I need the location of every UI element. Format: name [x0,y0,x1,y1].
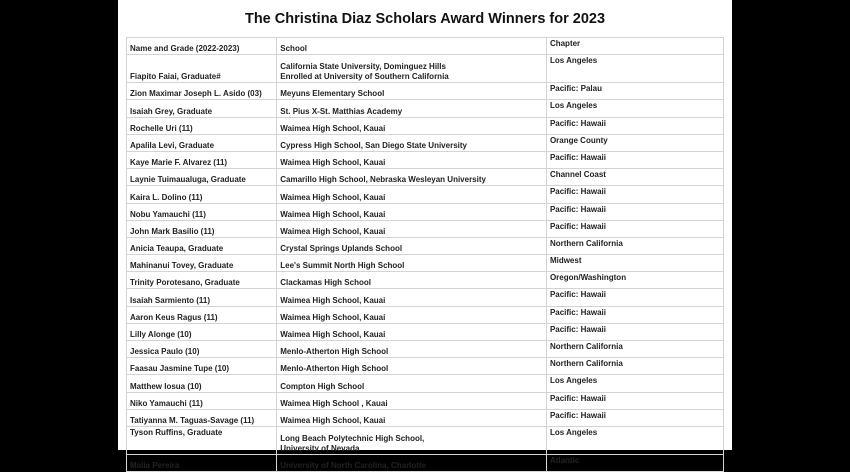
table-row [127,220,724,237]
header-school: School [277,38,547,55]
chapter-cell: Northern California [546,358,723,375]
name-cell: Aaron Keus Ragus (11) [127,306,277,323]
chapter-cell: Oregon/Washington [546,272,723,289]
school-cell [277,289,547,306]
school-line: University of North Carolina, Charlotte [280,461,427,471]
name-cell: Kaye Marie F. Alvarez (11) [127,151,277,168]
school-cell [277,341,547,358]
name-cell: Matthew Iosua (10) [127,375,277,392]
school-cell [277,392,547,409]
table-row [127,151,724,168]
school-cell [277,358,547,375]
school-line: Menlo-Atherton High School [280,364,389,374]
school-cell [277,220,547,237]
school-cell [277,100,547,117]
name-cell: Faasau Jasmine Tupe (10) [127,358,277,375]
school-line: Waimea High School, Kauai [280,158,386,168]
table-row [127,358,724,375]
school-line: Waimea High School, Kauai [280,330,386,339]
school-line: Waimea High School, Kauai [280,226,386,236]
name-cell: Rochelle Uri (11) [127,117,277,134]
school-cell [277,169,547,186]
chapter-cell: Pacific: Hawaii [546,203,723,220]
name-cell: Mahinanui Tovey, Graduate [127,255,277,272]
chapter-cell: Pacific: Hawaii [546,220,723,237]
chapter-cell: Pacific: Hawaii [546,323,723,340]
school-line: Clackamas High School [280,278,371,288]
school-line: Waimea High School, Kauai [280,209,386,219]
school-cell [277,255,547,272]
table-row [127,272,724,289]
school-cell [277,186,547,203]
name-cell: Nobu Yamauchi (11) [127,203,277,220]
chapter-cell: Los Angeles [546,55,723,83]
table-row [127,306,724,323]
school-cell [277,426,547,454]
header-name: Name and Grade (2022-2023) [127,38,277,55]
chapter-cell: Midwest [546,255,723,272]
name-cell: Zion Maximar Joseph L. Asido (03) [127,83,277,100]
table-row [127,237,724,254]
chapter-cell: Pacific: Hawaii [546,186,723,203]
table-row [127,392,724,409]
school-cell [277,83,547,100]
name-cell: Apalila Levi, Graduate [127,134,277,151]
name-cell: Tatiyanna M. Taguas-Savage (11) [127,409,277,426]
school-line: Waimea High School, Kauai [280,123,386,133]
school-cell [277,117,547,134]
school-line: Crystal Springs Uplands School [280,244,403,254]
header-chapter: Chapter [546,38,723,55]
table-row [127,169,724,186]
winners-table [126,37,724,472]
chapter-cell: Pacific: Hawaii [546,117,723,134]
name-cell: Isaiah Grey, Graduate [127,100,277,117]
chapter-cell: Northern California [546,237,723,254]
chapter-cell: Orange County [546,134,723,151]
school-cell [277,323,547,340]
chapter-cell: Los Angeles [546,426,723,454]
school-line: Menlo-Atherton High School [280,347,389,357]
school-cell [277,375,547,392]
school-cell [277,237,547,254]
table-row [127,375,724,392]
name-cell: Isaiah Sarmiento (11) [127,289,277,306]
chapter-cell: Pacific: Palau [546,83,723,100]
school-line: Long Beach Polytechnic High School, [280,433,425,443]
name-cell: John Mark Basilio (11) [127,220,277,237]
school-cell [277,55,547,83]
school-line-2: University of Nevada [280,443,360,453]
name-cell: Laynie Tuimaualuga, Graduate [127,169,277,186]
table-row [127,323,724,340]
name-cell: Anicia Teaupa, Graduate [127,237,277,254]
school-line: Cypress High School, San Diego State University [280,140,467,150]
school-cell [277,306,547,323]
document-page [118,0,732,471]
name-cell: Tyson Ruffins, Graduate [127,426,277,454]
name-cell: Trinity Porotesano, Graduate [127,272,277,289]
chapter-cell: Pacific: Hawaii [546,409,723,426]
chapter-cell: Los Angeles [546,375,723,392]
name-cell: Lilly Alonge (10) [127,323,277,340]
table-row [127,117,724,134]
school-line: Lee's Summit North High School [280,261,405,271]
school-line: Compton High School [280,381,365,391]
school-line-2: Enrolled at University of Southern California [280,72,449,82]
table-row [127,186,724,203]
school-line: Camarillo High School, Nebraska Wesleyan University [280,175,486,185]
school-line: Waimea High School, Kauai [280,415,386,425]
school-cell [277,203,547,220]
table-row [127,203,724,220]
table-row [127,255,724,272]
name-cell: Kaira L. Dolino (11) [127,186,277,203]
table-row [127,409,724,426]
table-row [127,83,724,100]
table-row [127,134,724,151]
school-line: St. Pius X-St. Matthias Academy [280,106,403,116]
table-header-row [127,38,724,55]
school-line: Waimea High School, Kauai [280,192,386,202]
school-line: California State University, Dominguez Hills [280,62,446,72]
table-row [127,454,724,471]
school-cell [277,272,547,289]
school-cell [277,151,547,168]
chapter-cell: Channel Coast [546,169,723,186]
page-title: The Christina Diaz Scholars Award Winners for 2023 [244,11,606,27]
name-cell: Niko Yamauchi (11) [127,392,277,409]
name-cell: Fiapito Faiai, Graduate# [127,55,277,83]
school-cell [277,454,547,471]
school-line: Meyuns Elementary School [280,89,385,99]
table-row [127,55,724,83]
chapter-cell: Pacific: Hawaii [546,151,723,168]
school-line: Waimea High School, Kauai [280,295,386,305]
school-line: Waimea High School, Kauai [280,312,386,322]
chapter-cell: Pacific: Hawaii [546,392,723,409]
chapter-cell: Pacific: Hawaii [546,306,723,323]
table-row [127,341,724,358]
chapter-cell: Atlantic [546,454,723,471]
chapter-cell: Northern California [546,341,723,358]
table-row [127,100,724,117]
school-cell [277,134,547,151]
table-row [127,426,724,454]
school-cell [277,409,547,426]
chapter-cell: Los Angeles [546,100,723,117]
table-row [127,289,724,306]
name-cell: Jessica Paulo (10) [127,341,277,358]
school-line: Waimea High School , Kauai [280,398,388,408]
chapter-cell: Pacific: Hawaii [546,289,723,306]
name-cell: Malia Pereira [127,454,277,471]
